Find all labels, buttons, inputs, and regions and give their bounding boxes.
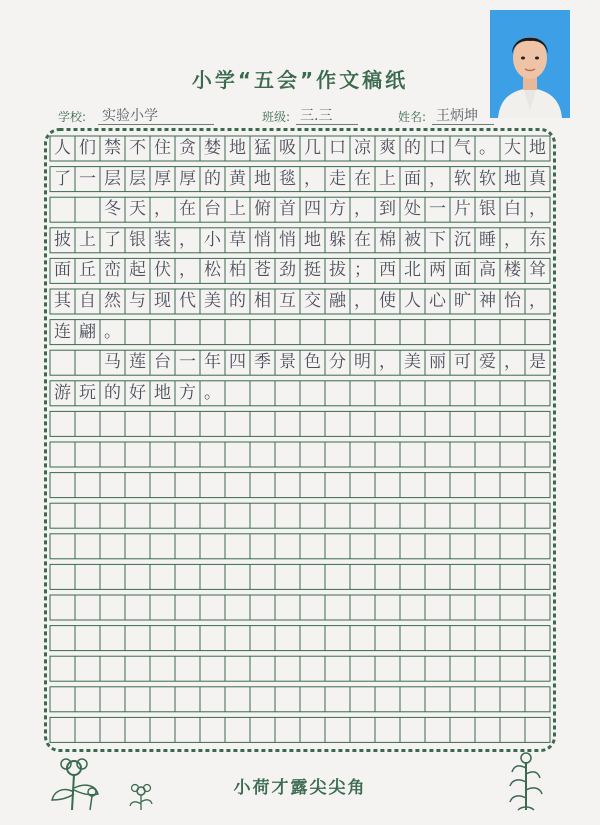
essay-char: 松 [204,260,221,281]
grid-row [50,197,550,222]
essay-char: 四 [304,199,321,220]
name-field [398,105,518,127]
essay-char: 层 [129,168,146,189]
essay-char: 高 [479,260,496,281]
essay-char: 丽 [429,352,446,373]
essay-char: 明 [354,352,371,373]
essay-char: 的 [104,382,121,403]
essay-char: 好 [129,382,146,403]
essay-char: 人 [404,291,421,311]
essay-char: 苍 [254,260,271,281]
essay-char: 的 [229,291,246,311]
school-field [58,105,218,127]
essay-char: 一 [179,352,196,373]
essay-char: ， [529,199,546,220]
essay-char: 互 [279,291,296,311]
essay-char: 毯 [279,168,296,189]
essay-char: 了 [54,168,71,189]
essay-char: 一 [79,168,96,189]
essay-char: 丘 [79,260,96,281]
essay-char: 银 [479,199,496,220]
grid-row [50,442,550,467]
essay-char: 游 [54,382,71,403]
essay-char: 马 [104,352,121,373]
grid-row [50,167,550,192]
essay-char: 大 [504,138,521,158]
essay-char: 地 [304,229,321,250]
essay-char: 怡 [504,291,521,311]
grid-row [50,381,550,406]
essay-char: 上 [79,229,96,250]
essay-char: 季 [254,352,271,373]
essay-char: ， [504,352,521,373]
essay-char: 被 [404,229,421,250]
essay-char: ， [179,229,196,250]
essay-char: 使 [379,291,396,311]
essay-char: 悄 [279,229,296,250]
grid-row [50,656,550,681]
essay-char: 真 [529,168,546,189]
essay-char: 吸 [279,138,296,158]
essay-char: 起 [129,260,146,281]
essay-char: 厚 [154,168,171,189]
essay-char: 下 [429,229,446,250]
essay-char: 地 [504,168,521,189]
essay-char: 软 [479,168,496,189]
essay-char: 方 [179,382,196,403]
essay-char: 人 [54,138,71,158]
essay-char: 其 [54,291,71,311]
grid-row [50,228,550,253]
essay-char: 爽 [379,138,396,158]
essay-char: 耸 [529,260,546,281]
essay-char: 北 [404,260,421,281]
essay-char: 首 [279,199,296,220]
essay-char: 在 [179,199,196,220]
essay-char: 一 [429,199,446,220]
essay-char: 住 [154,138,171,158]
essay-char: 景 [279,352,296,373]
essay-char: 的 [404,138,421,158]
essay-char: 面 [404,168,421,189]
essay-char: 地 [229,138,246,158]
essay-char: 伏 [154,260,171,281]
footer-slogan: 小荷才露尖尖角 [233,778,367,798]
grid-row [50,320,550,345]
essay-char: 台 [154,352,171,373]
essay-char: ， [504,229,521,250]
school-label: 学校: [58,110,87,124]
essay-char: 年 [204,352,221,373]
essay-char: ， [179,260,196,281]
essay-char: 厚 [179,168,196,189]
essay-char: 神 [479,291,496,311]
essay-char: 。 [204,382,221,403]
grid-row [50,687,550,712]
essay-char: 不 [129,138,146,158]
essay-char: 悄 [254,229,271,250]
essay-char: 玩 [79,382,96,403]
essay-char: ， [379,352,396,373]
essay-char: 峦 [104,260,121,281]
essay-char: 白 [504,199,521,220]
grid-row [50,595,550,620]
essay-char: 面 [54,260,71,281]
essay-char: ， [304,168,321,189]
essay-char: 相 [254,291,271,311]
essay-char: 美 [404,352,421,373]
school-underline [98,124,214,125]
grid-row [50,564,550,589]
essay-char: 代 [179,291,196,311]
essay-char: 气 [454,138,471,158]
class-underline [296,124,358,125]
essay-char: ， [429,168,446,189]
essay-char: ， [154,199,171,220]
grid-row [50,350,550,375]
essay-char: 四 [229,352,246,373]
essay-char: 冬 [104,199,121,220]
essay-char: 棉 [379,229,396,250]
essay-char: 凉 [354,138,371,158]
essay-char: 片 [454,199,471,220]
essay-char: 睡 [479,229,496,250]
essay-char: 面 [454,260,471,281]
essay-char: 现 [154,291,171,311]
essay-char: 在 [354,229,371,250]
essay-char: 地 [254,168,271,189]
grid-row [50,411,550,436]
essay-char: 沉 [454,229,471,250]
essay-char: 层 [104,168,121,189]
essay-char: 莲 [129,352,146,373]
essay-char: 装 [154,229,171,250]
essay-char: 躲 [329,229,346,250]
essay-char: 心 [429,291,446,311]
essay-char: 柏 [229,260,246,281]
essay-char: 禁 [104,138,121,158]
essay-char: 了 [104,229,121,250]
grid-row [50,136,550,161]
name-value: 王炳坤 [436,108,478,124]
essay-char: 色 [304,352,321,373]
grid-row [50,258,550,283]
essay-char: 俯 [254,199,271,220]
essay-char: 挺 [304,260,321,281]
essay-char: 黄 [229,168,246,189]
essay-char: 上 [379,168,396,189]
school-value: 实验小学 [102,108,158,124]
essay-char: 。 [479,138,496,158]
essay-char: 银 [129,229,146,250]
essay-char: 楼 [504,260,521,281]
essay-char: 爱 [479,352,496,373]
grid-row [50,289,550,314]
essay-char: 翩 [79,321,96,342]
essay-char: 天 [129,199,146,220]
class-label: 班级: [262,110,291,124]
essay-char: 与 [129,291,146,311]
essay-char: 劲 [279,260,296,281]
essay-char: 披 [54,229,71,250]
essay-char: 旷 [454,291,471,311]
sheet-title: 小学“五会”作文稿纸 [191,68,409,92]
essay-char: 婪 [204,138,221,158]
essay-char: 的 [204,168,221,189]
essay-char [51,198,74,221]
essay-char: 融 [329,291,346,311]
essay-char: 们 [79,138,96,158]
essay-char: 连 [54,321,71,342]
essay-char: 在 [354,168,371,189]
essay-char: 口 [329,138,346,158]
essay-char: 方 [329,199,346,220]
grid-row [50,717,550,742]
essay-char: ； [354,260,371,281]
essay-char: 是 [529,352,546,373]
essay-char: ， [354,291,371,311]
grid-row [50,503,550,528]
essay-char: 猛 [254,138,271,158]
essay-char: 可 [454,352,471,373]
essay-char: 美 [204,291,221,311]
essay-char: 小 [204,229,221,250]
essay-char: 两 [429,260,446,281]
essay-char: 到 [379,199,396,220]
essay-char: 分 [329,352,346,373]
writing-grid [44,128,556,752]
grid-row [50,534,550,559]
essay-char [76,198,99,221]
class-value: 三.三 [300,108,333,124]
essay-char: 西 [379,260,396,281]
essay-char: 拔 [329,260,346,281]
essay-char: 交 [304,291,321,311]
class-field [262,105,362,127]
essay-char: 软 [454,168,471,189]
essay-char: ， [529,291,546,311]
essay-char: 台 [204,199,221,220]
essay-char: 贪 [179,138,196,158]
essay-char: 地 [154,382,171,403]
essay-char: 几 [304,138,321,158]
name-underline [432,124,494,125]
essay-char: 草 [229,229,246,250]
essay-char: 地 [529,138,546,158]
name-label: 姓名: [398,110,427,124]
grid-row [50,473,550,498]
essay-char [76,351,99,374]
essay-char: 走 [329,168,346,189]
essay-char: 自 [79,291,96,311]
grid-lines [44,128,556,752]
essay-char: 口 [429,138,446,158]
essay-char: 然 [104,291,121,311]
essay-char: ， [354,199,371,220]
grid-row [50,626,550,651]
essay-char: 。 [104,321,121,342]
essay-char: 东 [529,229,546,250]
essay-char [51,351,74,374]
essay-char: 上 [229,199,246,220]
essay-char: 处 [404,199,421,220]
